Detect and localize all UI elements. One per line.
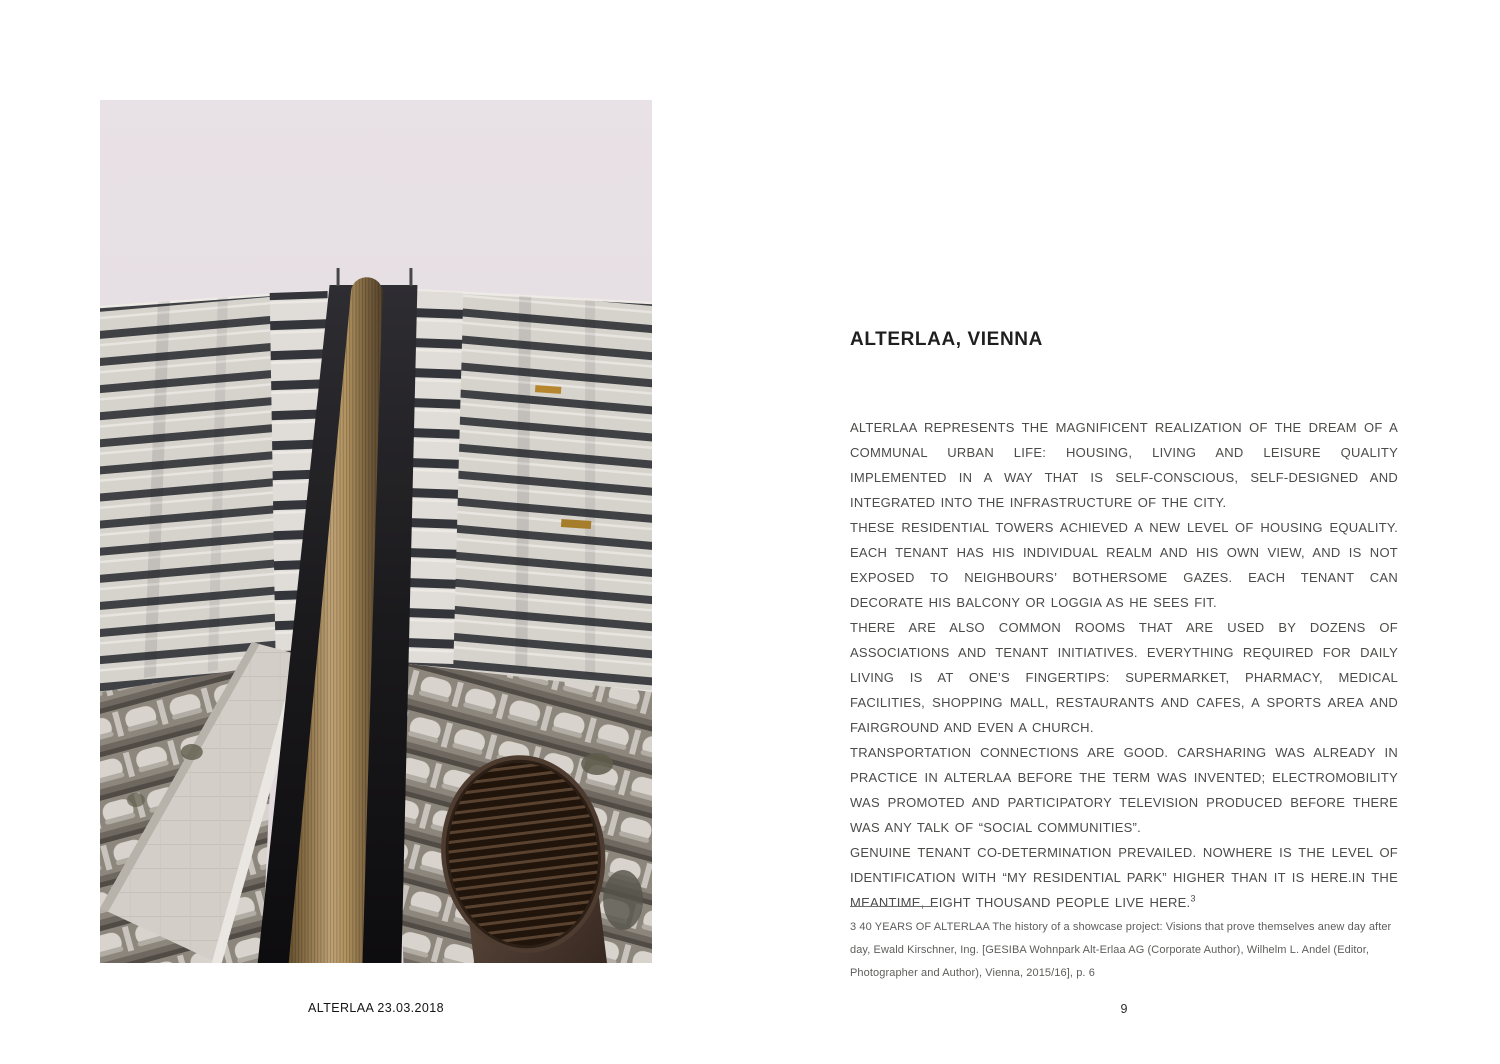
alterlaa-photo-illustration (100, 100, 652, 963)
page-number: 9 (1120, 1002, 1128, 1016)
body-paragraph: ALTERLAA REPRESENTS THE MAGNIFICENT REALIZATION OF THE DREAM OF A COMMUNAL URBAN LIFE: HOUSING, LIVING AND LEISURE QUALITY IMPLEMENTED IN A WAY THAT IS SELF-CONSCIOUS, SELF-DESIGNED AND INTEGRATED INTO THE INFRASTRUCTURE OF THE CITY. (850, 420, 1398, 510)
photo-caption: ALTERLAA 23.03.2018 (308, 1001, 444, 1015)
body-paragraph: TRANSPORTATION CONNECTIONS ARE GOOD. CARSHARING WAS ALREADY IN PRACTICE IN ALTERLAA BEFORE THE TERM WAS INVENTED; ELECTROMOBILITY WAS PROMOTED AND PARTICIPATORY TELEVISION PRODUCED BEFORE THERE WAS ANY TALK OF “SOCIAL COMMUNITIES”. (850, 745, 1398, 835)
page-title: ALTERLAA, VIENNA (850, 328, 1043, 350)
body-paragraph: THESE RESIDENTIAL TOWERS ACHIEVED A NEW LEVEL OF HOUSING EQUALITY. EACH TENANT HAS HIS INDIVIDUAL REALM AND HIS OWN VIEW, AND IS NOT EXPOSED TO NEIGHBOURS’ BOTHERSOME GAZES. EACH TENANT CAN DECORATE HIS BALCONY OR LOGGIA AS HE SEES FIT. (850, 520, 1398, 610)
footnote-marker: 3 (1190, 893, 1196, 904)
body-paragraph (850, 840, 1398, 915)
body-text (850, 415, 1398, 915)
footnote-divider (850, 906, 936, 907)
photo-alterlaa (100, 100, 652, 963)
body-paragraph-text: GENUINE TENANT CO-DETERMINATION PREVAILED. NOWHERE IS THE LEVEL OF IDENTIFICATION WITH “MY RESIDENTIAL PARK” HIGHER THAN IT IS HERE.IN THE MEANTIME, EIGHT THOUSAND PEOPLE LIVE HERE. (850, 845, 1398, 910)
footnote: 3 40 YEARS OF ALTERLAA The history of a showcase project: Visions that prove themselves anew day after day, Ewald Kirschner, Ing. [GESIBA Wohnpark Alt-Erlaa AG (Corporate Author), Wilhelm L. Andel (Editor, Photographer and Author), Vienna, 2015/16], p. 6 (850, 921, 1392, 979)
body-paragraph: THERE ARE ALSO COMMON ROOMS THAT ARE USED BY DOZENS OF ASSOCIATIONS AND TENANT INITIATIVES. EVERYTHING REQUIRED FOR DAILY LIVING IS AT ONE’S FINGERTIPS: SUPERMARKET, PHARMACY, MEDICAL FACILITIES, SHOPPING MALL, RESTAURANTS AND CAFES, A SPORTS AREA AND FAIRGROUND AND EVEN A CHURCH. (850, 620, 1398, 735)
